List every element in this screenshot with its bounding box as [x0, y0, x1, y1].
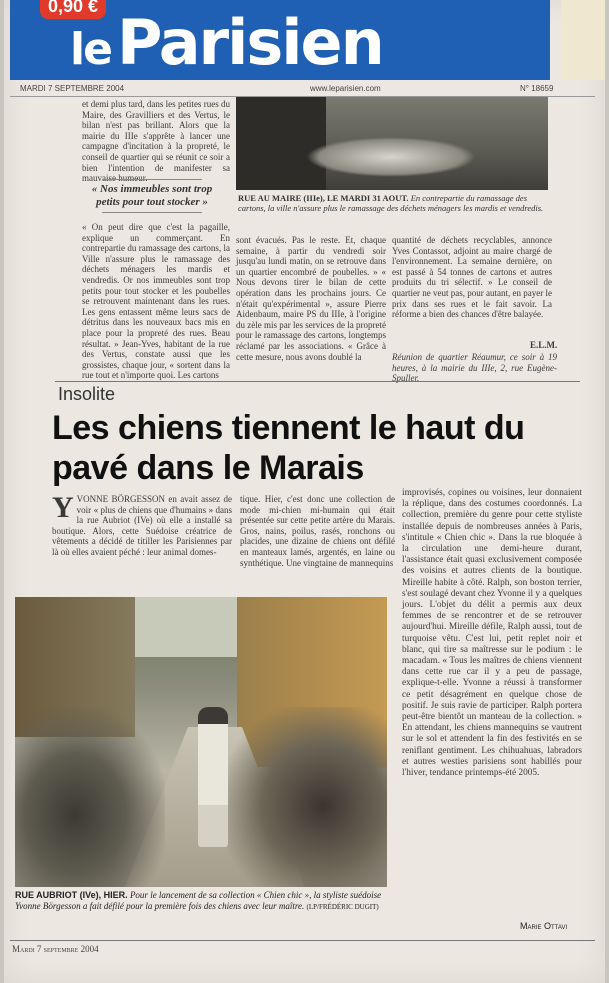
top-article-col2: sont évacués. Pas le reste. Et, chaque semaine, à partir du vendredi soir jusqu'au lundi matin, on se retrouve dans un quartier encombré de poubelles. » « Nous devons tirer le bilan de cette opération dans les prochains jours. Ce n'était qu'expérimental », assure Pierre Aidenbaum, maire PS du IIIe, à l'origine du zèle mis par les services de la propreté pour le ramassage des cartons, longtemps réclamé par les associations. « Grâce à cette mesure, nous avons doublé la	[236, 235, 386, 362]
dateline-date: MARDI 7 SEPTEMBRE 2004	[20, 84, 125, 93]
photo-model-walking	[198, 707, 228, 847]
pull-quote: « Nos immeubles sont trop petits pour tout stocker »	[82, 176, 222, 216]
photo-credit: (LP/FRÉDÉRIC DUGIT)	[306, 903, 379, 911]
main-article-col3: improvisés, copines ou voisines, leur donnaient la réplique, dans des costumes coordonnés. La collection, première du genre pour cette styliste installée depuis de nombreuses années à Paris, s'intitule « Chien chic ». Dans la rue bloquée à la circulation une demi-heure durant, l'assistance était quasi exclusivement composée des voisins et autres clients de la boutique. Mireille habite à côté. Ralph, son boston terrier, s'est soulagé devant chez Yvonne il y a quelques jours. L'objet du délit a permis aux deux femmes de se rencontrer et de se retrouver aujourd'hui. Mireille défile, Ralph aussi, tout de turquoise vêtu. C'est lui, petit replet noir et blanc, qui tire sa maîtresse sur le podium : le macadam. « Tous les maîtres de chiens viennent dans cette rue car il y a peu de passage, explique-t-elle. Yvonne a réussi à transformer ce petit désagrément en quelque chose de positif. Je suis ravie de participer. Ralph portera peut-être bientôt un manteau de la collection. » En attendant, les chiens mannequins se vautrent sur le sol et attendent la fin des festivités en se reniflant gentiment. Les chihuahuas, labradors et autres westies parisiens sont habillés pour l'hiver, tendance printemps-été 2005.	[402, 488, 582, 779]
footer-date: Mardi 7 septembre 2004	[12, 944, 99, 954]
main-photo-caption	[15, 890, 393, 913]
dateline	[10, 82, 595, 97]
logo-name: Parisien	[116, 6, 383, 79]
article-author: Marie Ottavi	[520, 921, 568, 931]
rubric-label: Insolite	[58, 384, 116, 404]
main-article-col1	[52, 491, 232, 594]
dateline-issue-number: N° 18659	[520, 84, 554, 93]
top-photo-caption-bold: RUE AU MAIRE (IIIe), LE MARDI 31 AOUT.	[238, 193, 409, 203]
main-headline: Les chiens tiennent le haut du pavé dans le Marais	[52, 409, 525, 487]
top-article-signature: E.L.M.	[530, 340, 558, 350]
dropcap: Y	[52, 491, 74, 524]
price-tag: 0,90 €	[40, 0, 106, 19]
photo-crowd-left	[15, 707, 165, 887]
photo-garbage-bags	[306, 137, 476, 177]
logo-le: le	[70, 24, 111, 75]
main-article-col2: tique. Hier, c'est donc une collection de mode mi-chien mi-humain qui était présentée sur cette petite artère du Marais. Gros, nains, poilus, rasés, ronchons ou placides, une dizaine de chiens ont défilé en manteaux lamés, argentés, en laine ou synthétique. Une vingtaine de mannequins	[240, 494, 395, 568]
top-photo-caption-text: En contrepartie du ramassage des cartons, la ville n'assure plus le ramassage des déchets ménagers les mardis et vendredis.	[238, 193, 544, 213]
photo-rue-aubriot-dog-show	[15, 597, 387, 887]
masthead	[10, 0, 550, 80]
dateline-url: www.leparisien.com	[310, 84, 381, 93]
photo-rue-au-maire	[236, 97, 548, 190]
main-photo-caption-text: Pour le lancement de sa collection « Chien chic », la styliste suédoise Yvonne Börgesson a fait défilé pour la première fois des chiens avec leur maître.	[15, 890, 382, 911]
newspaper-logo	[70, 8, 383, 85]
main-article-col1-text: VONNE BÖRGESSON en avait assez de voir « plus de chiens que d'humains » dans la rue Aubriot (IVe) où elle a installé sa boutique. Alors, cette Suédoise créatrice de vêtements a décidé de titiller les Parisiennes par là où elles avaient péché : leur animal domes-	[52, 494, 232, 557]
top-photo-caption	[238, 193, 554, 213]
masthead-side-strip	[561, 0, 605, 80]
top-article-col1-top: et demi plus tard, dans les petites rues du Maire, des Gravilliers et des Vertus, le bilan n'est pas brillant. Alors que la mairie du IIIe s'apprête à lancer une campagne d'incitation à la propreté, le conseil de quartier qui se réunit ce soir a bien l'intention de manifester sa mauvaise humeur.	[82, 99, 230, 184]
page-footer	[10, 940, 595, 961]
main-photo-caption-bold: RUE AUBRIOT (IVe), HIER.	[15, 890, 128, 900]
meeting-note: Réunion de quartier Réaumur, ce soir à 19 heures, à la mairie du IIIe, 2, rue Eugène-Spuller.	[392, 352, 557, 384]
photo-crowd-right	[227, 707, 387, 887]
section-divider	[55, 381, 580, 382]
top-article-col1-bottom: « On peut dire que c'est la pagaille, explique un commerçant. En contrepartie du ramassage des cartons, la Ville n'assure plus le ramassage des déchets ménagers les mardis et vendredis. Or nos immeubles sont trop petits pour tout stocker et les poubelles se retrouvent maintenant dans les rues. Les gens entassent même leurs sacs de détritus dans les nouveaux bacs mis en place pour la propreté des rues. Beau résultat. » Jean-Yves, habitant de la rue des Vertus, constate aussi que les grossistes, chaque jour, « sortent dans la rue tout et n'importe quoi. Les cartons	[82, 222, 230, 381]
photo-sky	[135, 597, 237, 657]
top-article-col3: quantité de déchets recyclables, annonce Yves Contassot, adjoint au maire chargé de l'environnement. La semaine dernière, on est passé à 54 tonnes de cartons et autres produits du tri sélectif. » Le conseil de quartier ne veut pas, pour autant, en payer le prix dans ses rues et le fait savoir. La réforme a bien des chances d'être balayée.	[392, 235, 552, 320]
